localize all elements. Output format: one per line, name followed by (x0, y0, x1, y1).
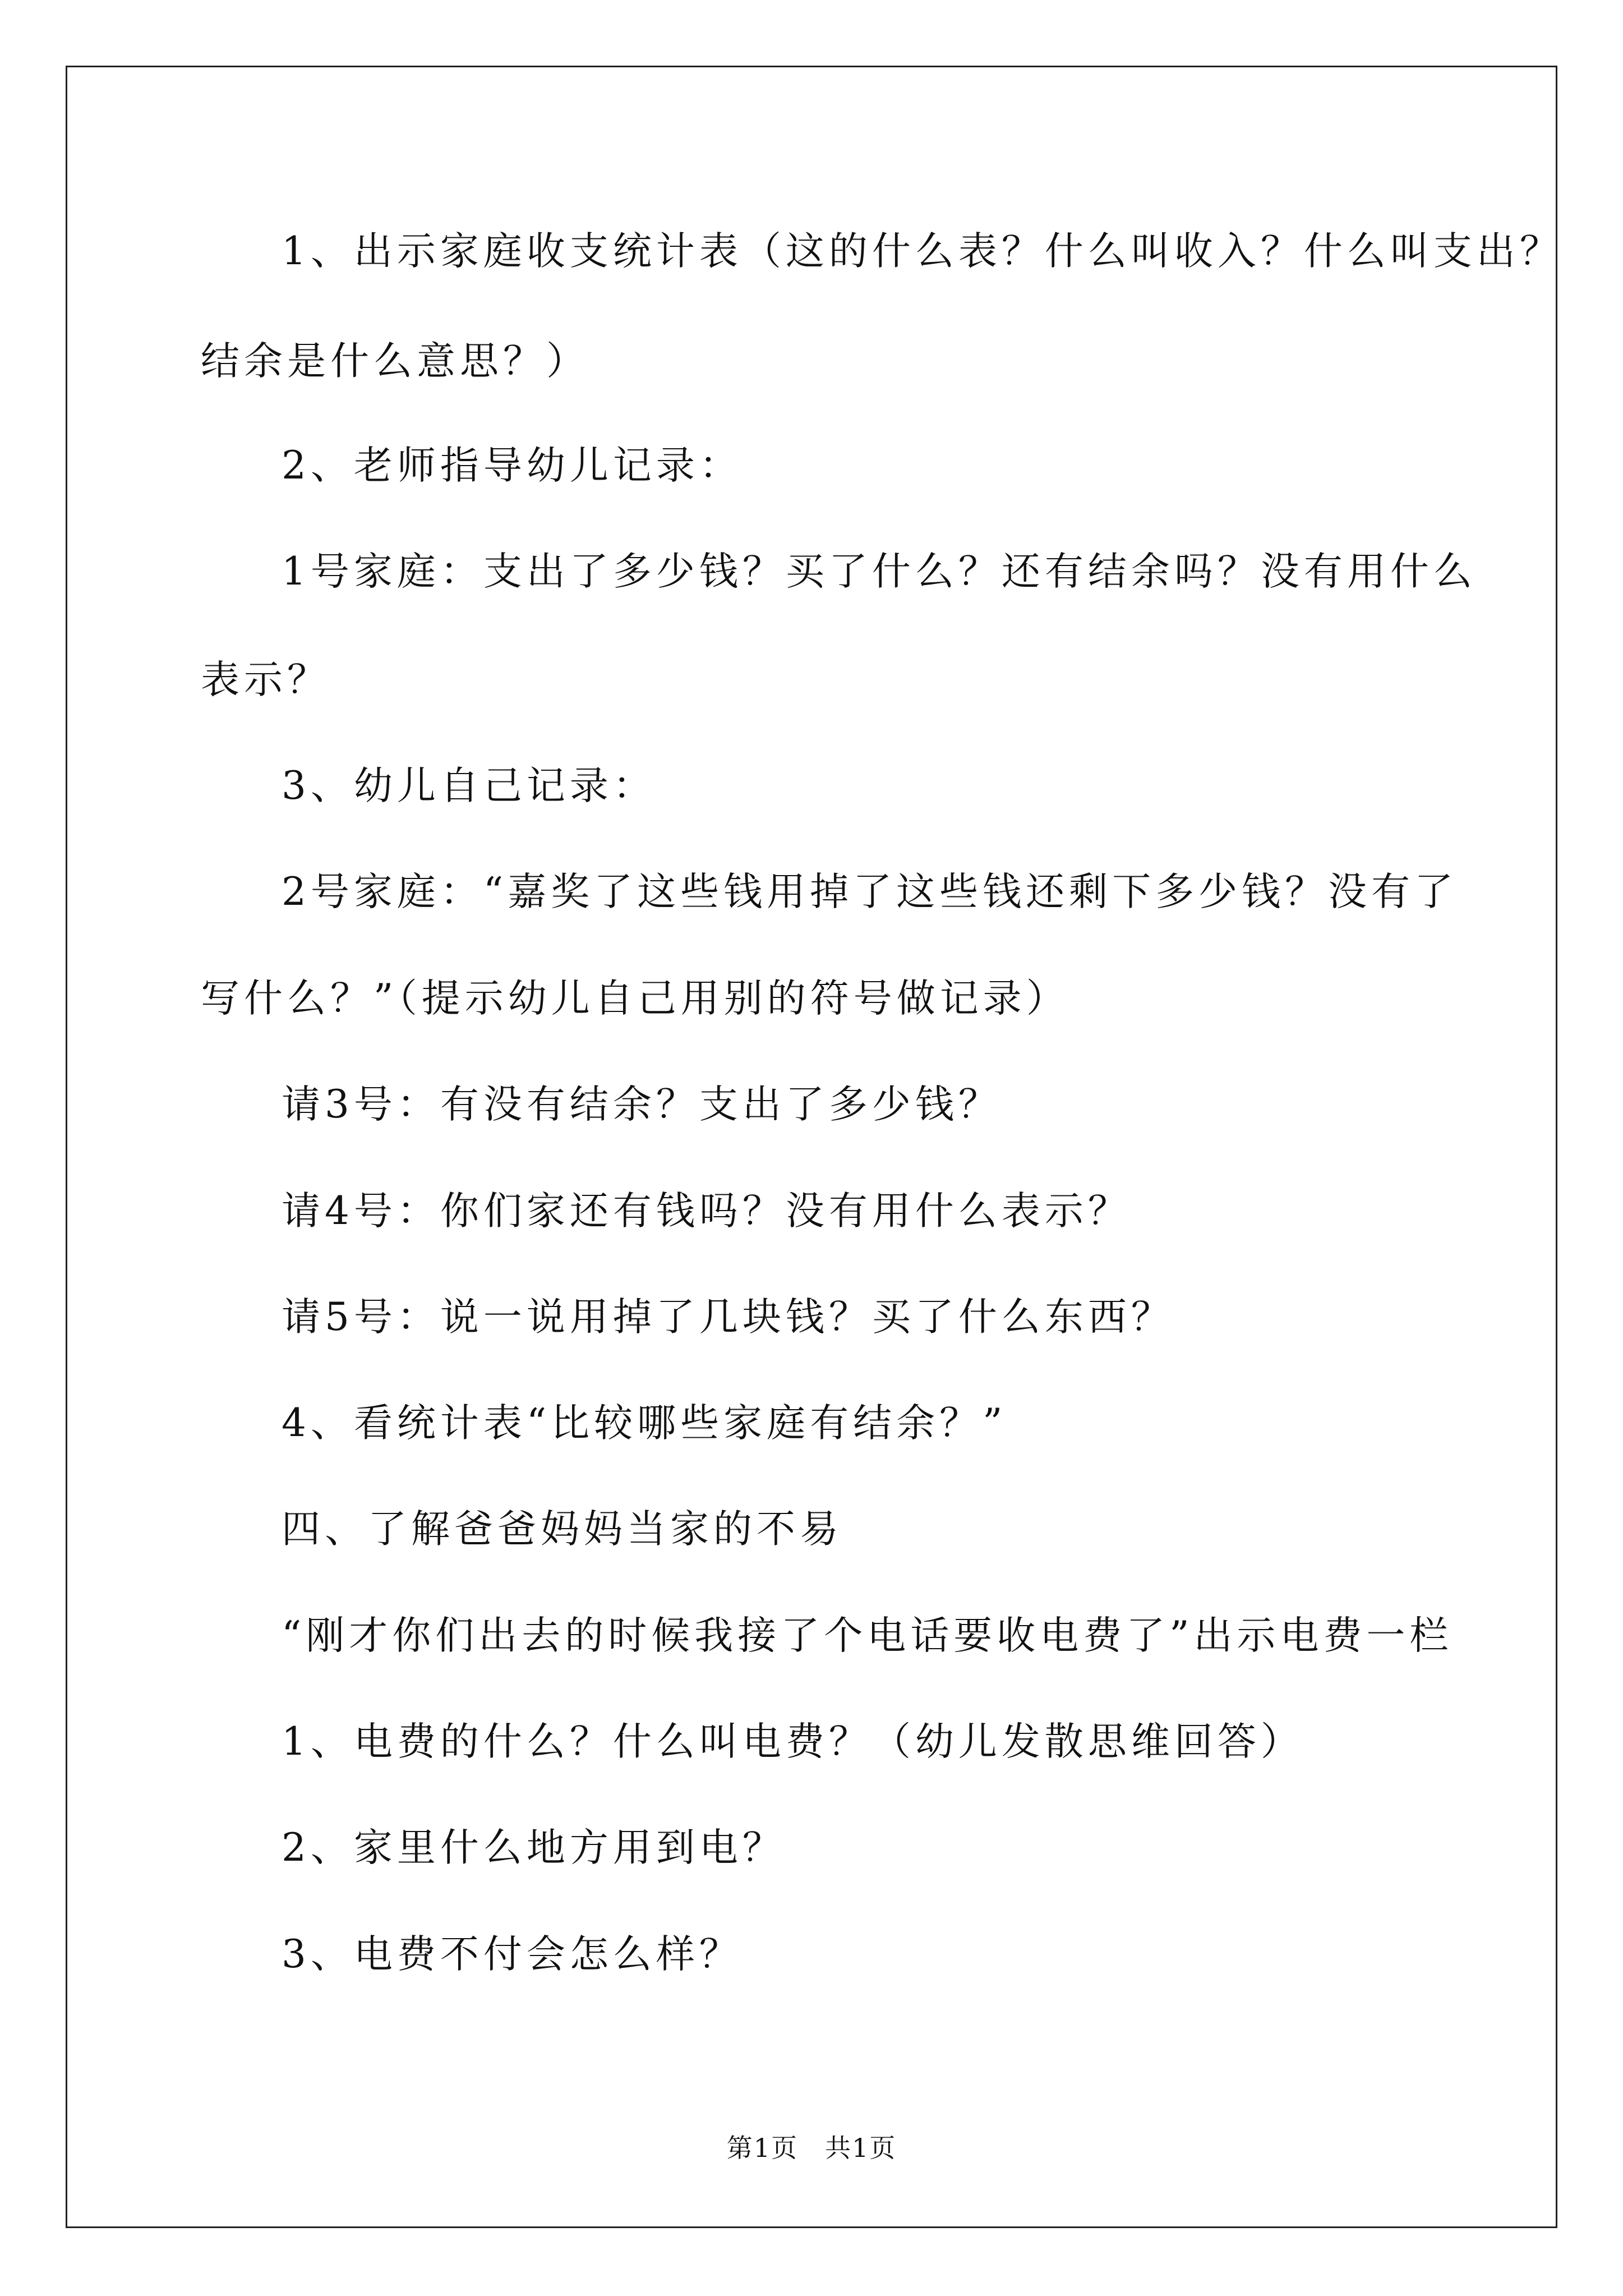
text-line-4: 1号家庭：支出了多少钱？买了什么？还有结余吗？没有用什么 (282, 549, 1477, 594)
text-line-3: 2、老师指导幼儿记录： (282, 443, 743, 488)
text-line-8: 写什么？”（提示幼儿自己用别的符号做记录） (201, 976, 1069, 1021)
text-line-11: 请5号：说一说用掉了几块钱？买了什么东西？ (282, 1295, 1174, 1340)
text-line-13: 四、了解爸爸妈妈当家的不易 (282, 1507, 843, 1552)
text-line-9: 请3号：有没有结余？支出了多少钱？ (282, 1082, 1002, 1127)
text-line-10: 请4号：你们家还有钱吗？没有用什么表示？ (282, 1189, 1131, 1234)
page-border (66, 66, 1557, 2228)
text-line-7: 2号家庭：“嘉奖了这些钱用掉了这些钱还剩下多少钱？没有了 (282, 869, 1458, 914)
text-line-15: 1、电费的什么？什么叫电费？（幼儿发散思维回答） (282, 1719, 1304, 1764)
text-line-12: 4、看统计表“比较哪些家庭有结余？” (282, 1401, 1007, 1446)
text-line-5: 表示？ (201, 657, 330, 702)
text-line-14: “刚才你们出去的时候我接了个电话要收电费了”出示电费一栏 (282, 1613, 1453, 1658)
text-line-17: 3、电费不付会怎么样？ (282, 1932, 743, 1977)
text-line-1: 1、出示家庭收支统计表（这的什么表？什么叫收入？什么叫支出？ (282, 229, 1563, 274)
page-number-footer: 第1页 共1页 (726, 2133, 897, 2163)
text-line-16: 2、家里什么地方用到电？ (282, 1825, 786, 1870)
text-line-2: 结余是什么意思？） (201, 339, 589, 384)
text-line-6: 3、幼儿自己记录： (282, 763, 656, 808)
